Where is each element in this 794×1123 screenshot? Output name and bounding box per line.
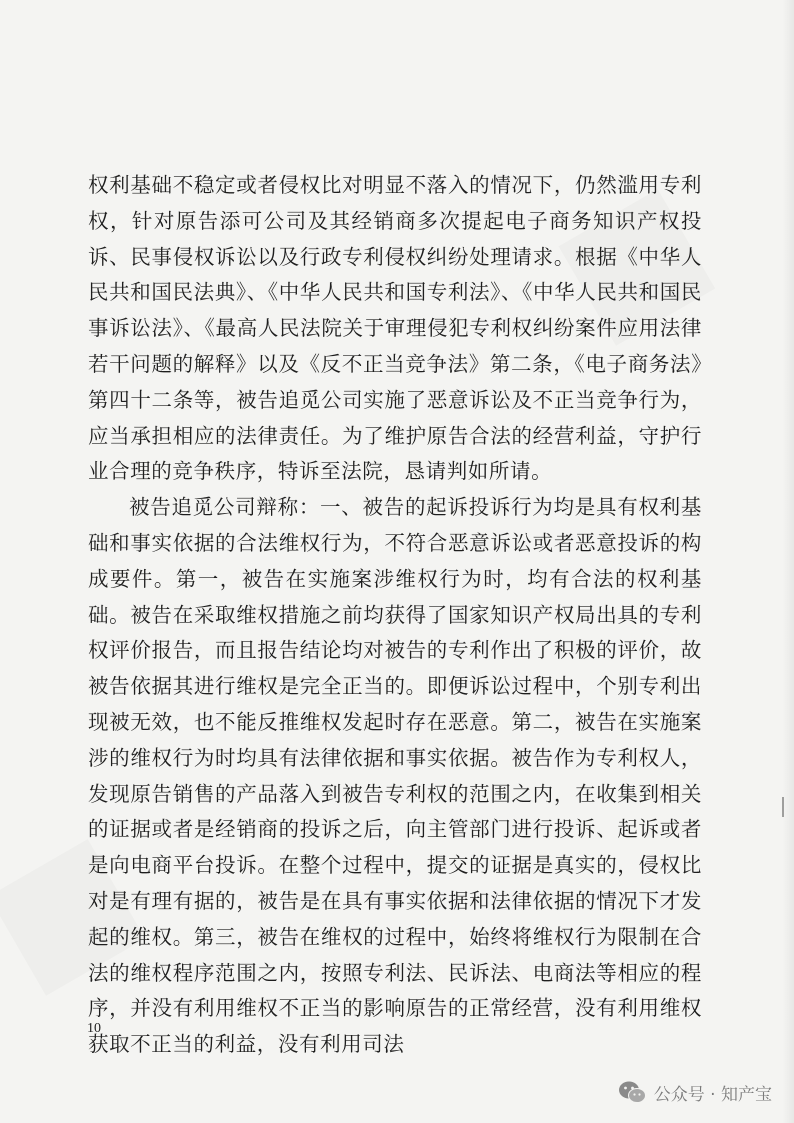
page-number: 10 bbox=[87, 1021, 101, 1036]
page-edge-shadow bbox=[782, 0, 794, 1123]
attribution-text: 公众号 · 知产宝 bbox=[653, 1084, 772, 1105]
paragraph-defendant-argument: 被告追觅公司辩称：一、被告的起诉投诉行为均是具有权利基础和事实依据的合法维权行为，不符合恶意诉讼或者恶意投诉的构成要件。第一，被告在实施案涉维权行为时，均有合法的权利基础。被告在采取维权措施之前均获得了国家知识产权局出具的专利权评价报告，而且报告结论均对被告的专利作出了积极的评价，故被告依据其进行维权是完全正当的。即便诉讼过程中，个别专利出现被无效，也不能反推维权发起时存在恶意。第二，被告在实施案涉的维权行为时均具有法律依据和事实依据。被告作为专利权人，发现原告销售的产品落入到被告专利权的范围之内，在收集到相关的证据或者是经销商的投诉之后，向主管部门进行投诉、起诉或者是向电商平台投诉。在整个过程中，提交的证据是真实的，侵权比对是有理有据的，被告是在具有事实依据和法律依据的情况下才发起的维权。第三，被告在维权的过程中，始终将维权行为限制在合法的维权程序范围之内，按照专利法、民诉法、电商法等相应的程序，并没有利用维权不正当的影响原告的正常经营，没有利用维权获取不正当的利益，没有利用司法 bbox=[88, 495, 702, 1057]
wechat-attribution bbox=[617, 1079, 772, 1105]
paragraph-continuation: 权利基础不稳定或者侵权比对明显不落入的情况下，仍然滥用专利权，针对原告添可公司及其经销商多次提起电子商务知识产权投诉、民事侵权诉讼以及行政专利侵权纠纷处理请求。根据《中华人民共和国民法典》、《中华人民共和国专利法》、《中华人民共和国民事诉讼法》、《最高人民法院关于审理侵犯专利权纠纷案件应用法律若干问题的解释》以及《反不正当竞争法》第二条，《电子商务法》第四十二条等，被告追觅公司实施了恶意诉讼及不正当竞争行为，应当承担相应的法律责任。为了维护原告合法的经营利益，守护行业合理的竞争秩序，特诉至法院，恳请判如所请。 bbox=[88, 173, 702, 484]
scan-mark bbox=[782, 797, 784, 817]
document-body bbox=[88, 168, 702, 1063]
wechat-logo-icon bbox=[617, 1079, 647, 1105]
